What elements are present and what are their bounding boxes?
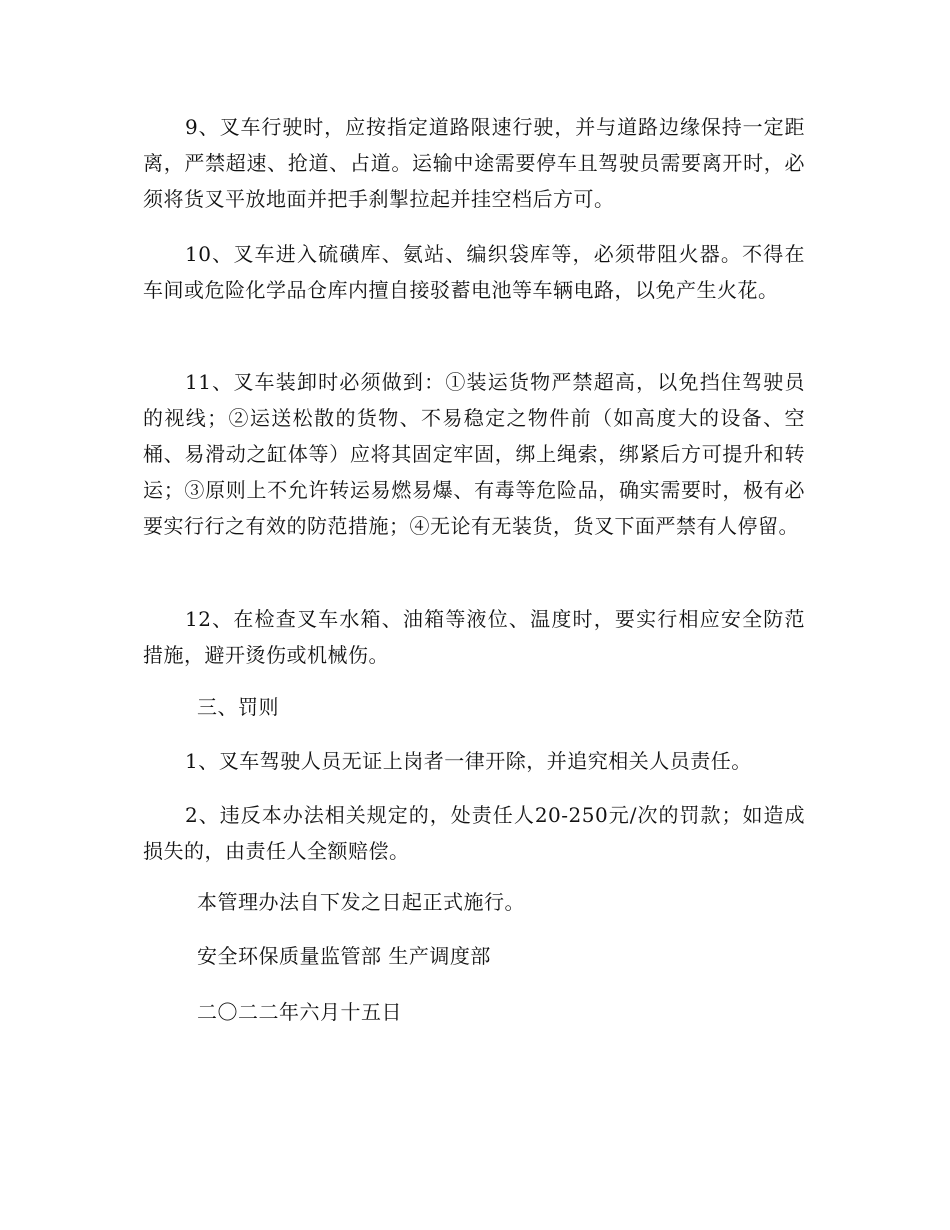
paragraph-item-9: 9、叉车行驶时，应按指定道路限速行驶，并与道路边缘保持一定距离，严禁超速、抢道、占道。运输中途需要停车且驾驶员需要离开时，必须将货叉平放地面并把手刹掣拉起并挂空档后方可。	[143, 115, 805, 211]
signatory-departments: 安全环保质量监管部 生产调度部	[197, 944, 491, 968]
penalty-rule-2: 2、违反本办法相关规定的，处责任人20-250元/次的罚款；如造成损失的，由责任人全额赔偿。	[143, 803, 805, 863]
paragraph-item-11: 11、叉车装卸时必须做到：①装运货物严禁超高，以免挡住驾驶员的视线；②运送松散的货物、不易稳定之物件前（如高度大的设备、空桶、易滑动之缸体等）应将其固定牢固，绑上绳索，绑紧后方可提升和转运；③原则上不允许转运易燃易爆、有毒等危险品，确实需要时，极有必要实行行之有效的防范措施；④无论有无装货，货叉下面严禁有人停留。	[143, 370, 805, 538]
issue-date: 二〇二二年六月十五日	[197, 1000, 402, 1024]
paragraph-item-12: 12、在检查叉车水箱、油箱等液位、温度时，要实行相应安全防范措施，避开烫伤或机械伤。	[143, 607, 805, 667]
section-heading-penalties: 三、罚则	[197, 695, 279, 719]
implementation-statement: 本管理办法自下发之日起正式施行。	[197, 890, 525, 914]
paragraph-item-10: 10、叉车进入硫磺库、氨站、编织袋库等，必须带阻火器。不得在车间或危险化学品仓库内擅自接驳蓄电池等车辆电路，以免产生火花。	[143, 242, 805, 302]
penalty-rule-1: 1、叉车驾驶人员无证上岗者一律开除，并追究相关人员责任。	[185, 749, 752, 773]
